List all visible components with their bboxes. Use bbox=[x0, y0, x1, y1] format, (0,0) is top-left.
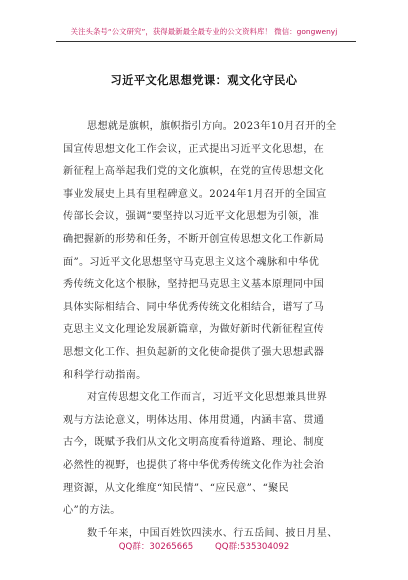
paragraph-line: 事业发展史上具有里程碑意义。2024年1月召开的全国宣 bbox=[63, 188, 327, 200]
paragraph-line: 和科学行动指南。 bbox=[63, 369, 147, 381]
paragraph-line: 具体实际相结合、同中华优秀传统文化相结合，谱写了马 bbox=[63, 301, 325, 313]
header-promo-text: 关注头条号“公文研究”，获得最新最全最专业的公文资料库！ 微信：gongwenyj bbox=[70, 27, 338, 36]
footer-qq-groups: QQ群：30265665 QQ群:535304092 bbox=[118, 542, 290, 552]
paragraph-line: 对宣传思想文化工作而言，习近平文化思想兼具世界 bbox=[87, 392, 328, 404]
document-title: 习近平文化思想党课：观文化守民心 bbox=[110, 73, 298, 87]
paragraph-line: 传部长会议，强调“要坚持以习近平文化思想为引领，准 bbox=[63, 211, 320, 223]
header-divider bbox=[56, 41, 356, 42]
paragraph-line: 古今，既赋予我们从文化文明高度看待道路、理论、制度 bbox=[63, 437, 325, 449]
paragraph-line: 理资源，从文化维度“知民情”、“应民意”、“聚民 bbox=[63, 482, 289, 494]
paragraph-line: 秀传统文化这个根脉，坚持把马克思主义基本原理同中国 bbox=[63, 279, 325, 291]
paragraph-line: 新征程上高举起我们党的文化旗帜，在党的宣传思想文化 bbox=[63, 166, 325, 178]
paragraph-line: 观与方法论意义，明体达用、体用贯通，内涵丰富、贯通 bbox=[63, 414, 325, 426]
paragraph-line: 必然性的视野，也提供了将中华优秀传统文化作为社会治 bbox=[63, 459, 325, 471]
paragraph-line: 确把握新的形势和任务，不断开创宣传思想文化工作新局 bbox=[63, 233, 325, 245]
paragraph-line: 思想文化工作、担负起新的文化使命提供了强大思想武器 bbox=[63, 346, 325, 358]
paragraph-line: 国宣传思想文化工作会议，正式提出习近平文化思想，在 bbox=[63, 143, 325, 155]
paragraph-line: 面”。习近平文化思想坚守马克思主义这个魂脉和中华优 bbox=[63, 256, 320, 268]
paragraph-line: 思想就是旗帜，旗帜指引方向。2023年10月召开的全 bbox=[87, 121, 337, 132]
document-body bbox=[63, 116, 349, 545]
paragraph-line: 数千年来，中国百姓饮四渎水、行五岳间、披日月星、 bbox=[87, 527, 338, 539]
paragraph-line: 心”的方法。 bbox=[63, 505, 121, 517]
paragraph-line: 克思主义文化理论发展新篇章，为做好新时代新征程宣传 bbox=[63, 324, 325, 336]
